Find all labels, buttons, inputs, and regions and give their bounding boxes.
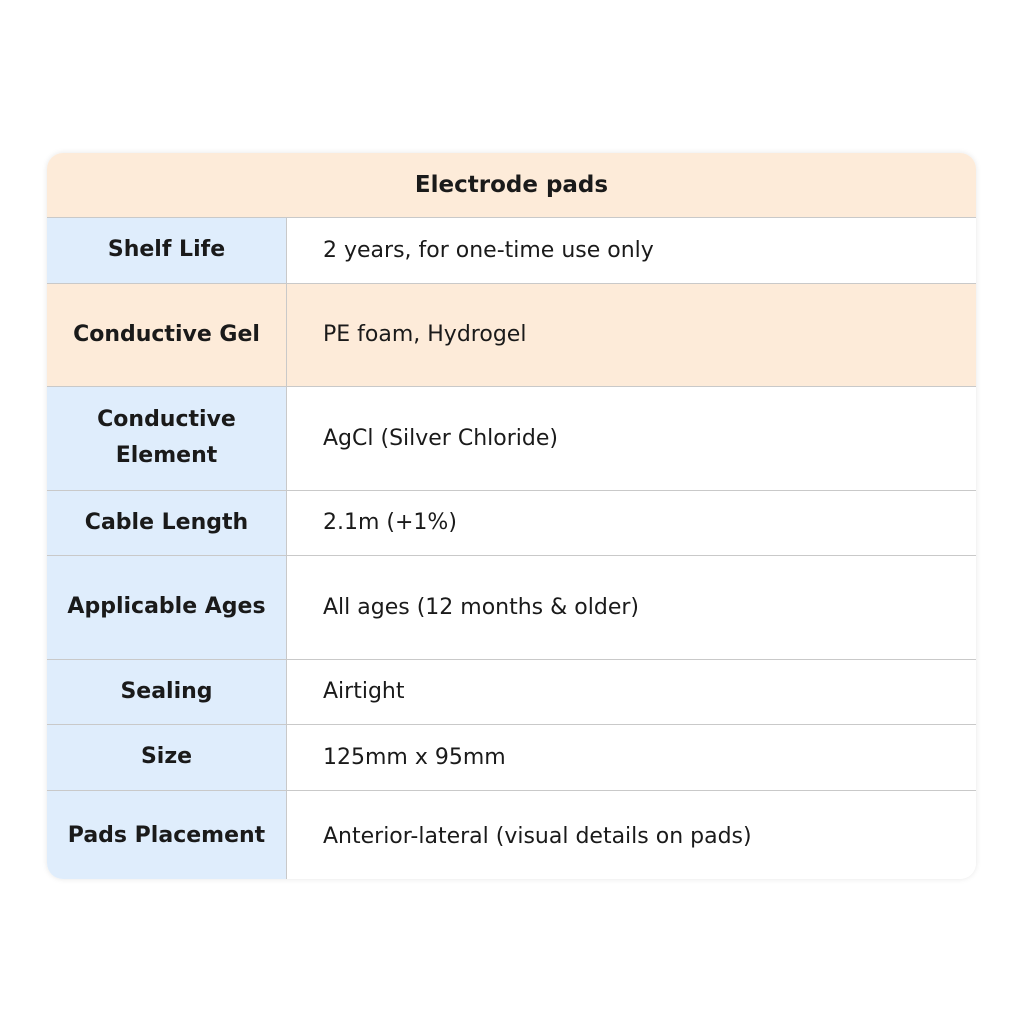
row-value: Anterior-lateral (visual details on pads) <box>287 791 976 880</box>
row-label: Size <box>47 725 287 790</box>
row-value: PE foam, Hydrogel <box>287 284 976 387</box>
row-label: Pads Placement <box>47 791 287 880</box>
row-label: Sealing <box>47 660 287 725</box>
table-row <box>47 725 976 791</box>
row-label: Cable Length <box>47 491 287 556</box>
row-value: AgCl (Silver Chloride) <box>287 387 976 490</box>
table-row <box>47 491 976 557</box>
table-row <box>47 791 976 880</box>
table-row <box>47 218 976 284</box>
table-row <box>47 284 976 388</box>
row-value: Airtight <box>287 660 976 725</box>
table-row <box>47 387 976 491</box>
row-label: Shelf Life <box>47 218 287 283</box>
spec-table <box>47 153 976 879</box>
row-value: 125mm x 95mm <box>287 725 976 790</box>
row-label: Conductive Element <box>47 387 287 490</box>
row-label: Conductive Gel <box>47 284 287 387</box>
row-value: All ages (12 months & older) <box>287 556 976 659</box>
row-label: Applicable Ages <box>47 556 287 659</box>
table-row <box>47 556 976 660</box>
row-value: 2.1m (+1%) <box>287 491 976 556</box>
table-row <box>47 660 976 726</box>
row-value: 2 years, for one-time use only <box>287 218 976 283</box>
table-title: Electrode pads <box>47 153 976 218</box>
